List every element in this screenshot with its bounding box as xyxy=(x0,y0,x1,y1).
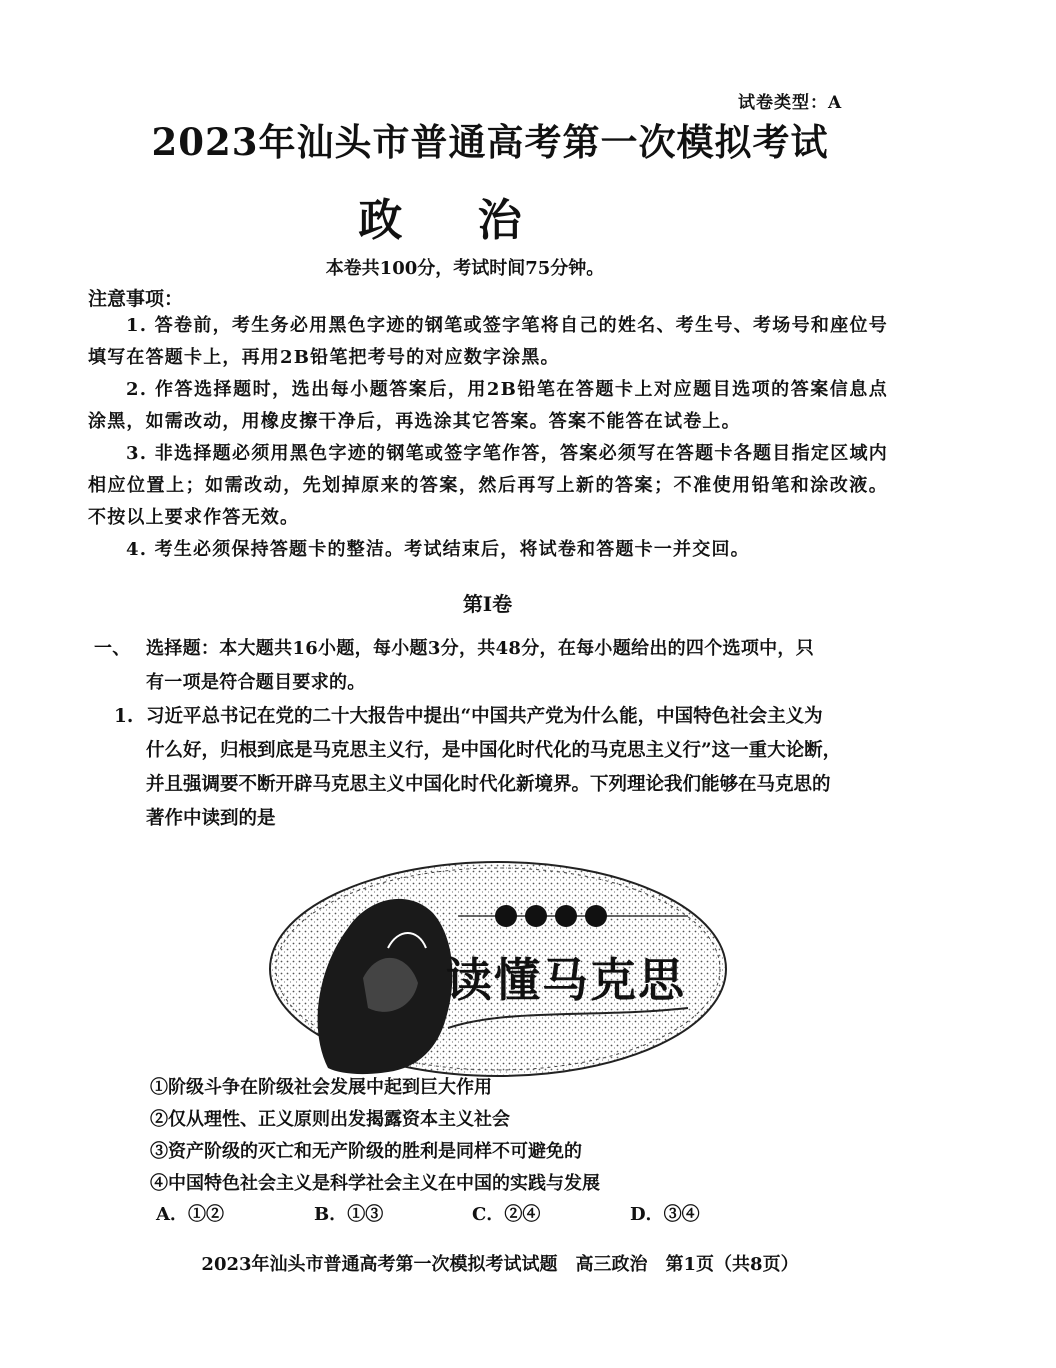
exam-info: 本卷共100分，考试时间75分钟。 xyxy=(325,258,605,279)
option-1: ①阶级斗争在阶级社会发展中起到巨大作用 xyxy=(150,1077,492,1098)
exam-title: 2023年汕头市普通高考第一次模拟考试 xyxy=(151,120,829,164)
part-one-number: 一、 xyxy=(94,638,131,659)
option-3: ③资产阶级的灭亡和无产阶级的胜利是同样不可避免的 xyxy=(150,1141,582,1162)
read-marx-illustration xyxy=(268,858,728,1080)
notice-item-4: 4. 考生必须保持答题卡的整洁。考试结束后，将试卷和答题卡一并交回。 xyxy=(126,539,750,560)
notice-item-2: 2. 作答选择题时，选出每小题答案后，用2B铅笔在答题卡上对应题目选项的答案信息点涂黑，如需改动，用橡皮擦干净后，再选涂其它答案。答案不能答在试卷上。 xyxy=(88,379,888,432)
paper-type-label: 试卷类型：A xyxy=(738,93,843,113)
notice-item-1: 1. 答卷前，考生务必用黑色字迹的钢笔或签字笔将自己的姓名、考生号、考场号和座位号填写在答题卡上，再用2B铅笔把考号的对应数字涂黑。 xyxy=(88,315,888,368)
section-title: 第Ⅰ卷 xyxy=(462,592,513,616)
notice-item-3: 3. 非选择题必须用黑色字迹的钢笔或签字笔作答，答案必须写在答题卡各题目指定区域内相应位置上；如需改动，先划掉原来的答案，然后再写上新的答案；不准使用铅笔和涂改液。不按以上要求作答无效。 xyxy=(88,443,888,528)
question-1-options xyxy=(150,1072,600,1200)
question-1-stem xyxy=(114,700,884,836)
question-1-line-2: 什么好，归根到底是马克思主义行，是中国化时代化的马克思主义行”这一重大论断， xyxy=(146,740,842,761)
question-1-line-3: 并且强调要不断开辟马克思主义中国化时代化新境界。下列理论我们能够在马克思的 xyxy=(146,774,831,795)
question-1-line-4: 著作中读到的是 xyxy=(146,808,276,829)
subject-title: 政 治 xyxy=(358,195,552,246)
answer-c: C．②④ xyxy=(472,1204,541,1225)
answer-b: B．①③ xyxy=(314,1204,384,1225)
notice-heading: 注意事项： xyxy=(88,288,184,310)
part-one-line-2: 有一项是符合题目要求的。 xyxy=(146,672,366,693)
answer-a: A．①② xyxy=(156,1204,224,1225)
option-4: ④中国特色社会主义是科学社会主义在中国的实践与发展 xyxy=(150,1173,600,1194)
page-footer: 2023年汕头市普通高考第一次模拟考试试题 高三政治 第1页（共8页） xyxy=(201,1254,799,1275)
figure-caption: 读懂马克思 xyxy=(446,953,686,1007)
question-1-number: 1. xyxy=(114,706,134,727)
part-one-heading xyxy=(94,632,884,700)
answer-d: D．③④ xyxy=(630,1204,700,1225)
question-1-line-1: 习近平总书记在党的二十大报告中提出“中国共产党为什么能，中国特色社会主义为 xyxy=(146,706,823,727)
part-one-line-1: 选择题：本大题共16小题，每小题3分，共48分，在每小题给出的四个选项中，只 xyxy=(146,638,815,659)
option-2: ②仅从理性、正义原则出发揭露资本主义社会 xyxy=(150,1109,510,1130)
